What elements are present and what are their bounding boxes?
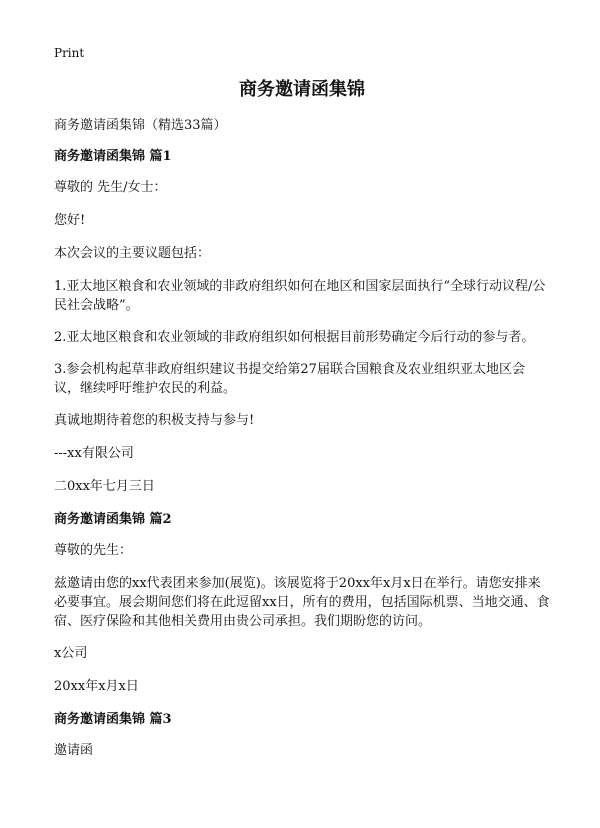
signature-company: x公司	[54, 646, 88, 661]
section-heading-3: 商务邀请函集锦 篇3	[54, 712, 172, 727]
signature-company: ---xx有限公司	[54, 446, 134, 461]
document-title: 商务邀请函集锦	[239, 79, 365, 100]
agenda-item-3: 3.参会机构起草非政府组织建议书提交给第27届联合国粮食及农业组织亚太地区会议，继续呼吁维护农民的利益。	[54, 362, 525, 396]
agenda-item-1: 1.亚太地区粮食和农业领域的非政府组织如何在地区和国家层面执行“全球行动议程/公民社会战略”。	[54, 279, 546, 313]
greeting: 您好!	[54, 213, 86, 228]
section-heading-1: 商务邀请函集锦 篇1	[54, 149, 172, 164]
section-heading-2: 商务邀请函集锦 篇2	[54, 512, 172, 527]
document-subtitle: 商务邀请函集锦（精选33篇）	[54, 118, 227, 133]
signature-date: 20xx年x月x日	[54, 679, 139, 694]
signature-date: 二0xx年七月三日	[54, 479, 155, 494]
agenda-item-2: 2.亚太地区粮食和农业领域的非政府组织如何根据目前形势确定今后行动的参与者。	[54, 330, 535, 345]
agenda-intro: 本次会议的主要议题包括：	[54, 246, 211, 261]
salutation: 尊敬的先生：	[54, 543, 133, 558]
closing-line: 真诚地期待着您的积极支持与参与!	[54, 413, 255, 428]
print-label: Print	[54, 46, 85, 60]
salutation: 尊敬的 先生/女士：	[54, 180, 167, 195]
invitation-label: 邀请函	[54, 743, 94, 758]
invitation-body: 兹邀请由您的xx代表团来参加(展览)。该展览将于20xx年x月x日在举行。请您安排来必要事宜。展会期间您们将在此逗留xx日，所有的费用，包括国际机票、当地交通、食宿、医疗保险和其他相关费用由贵公司承担。我们期盼您的访问。	[54, 576, 550, 629]
